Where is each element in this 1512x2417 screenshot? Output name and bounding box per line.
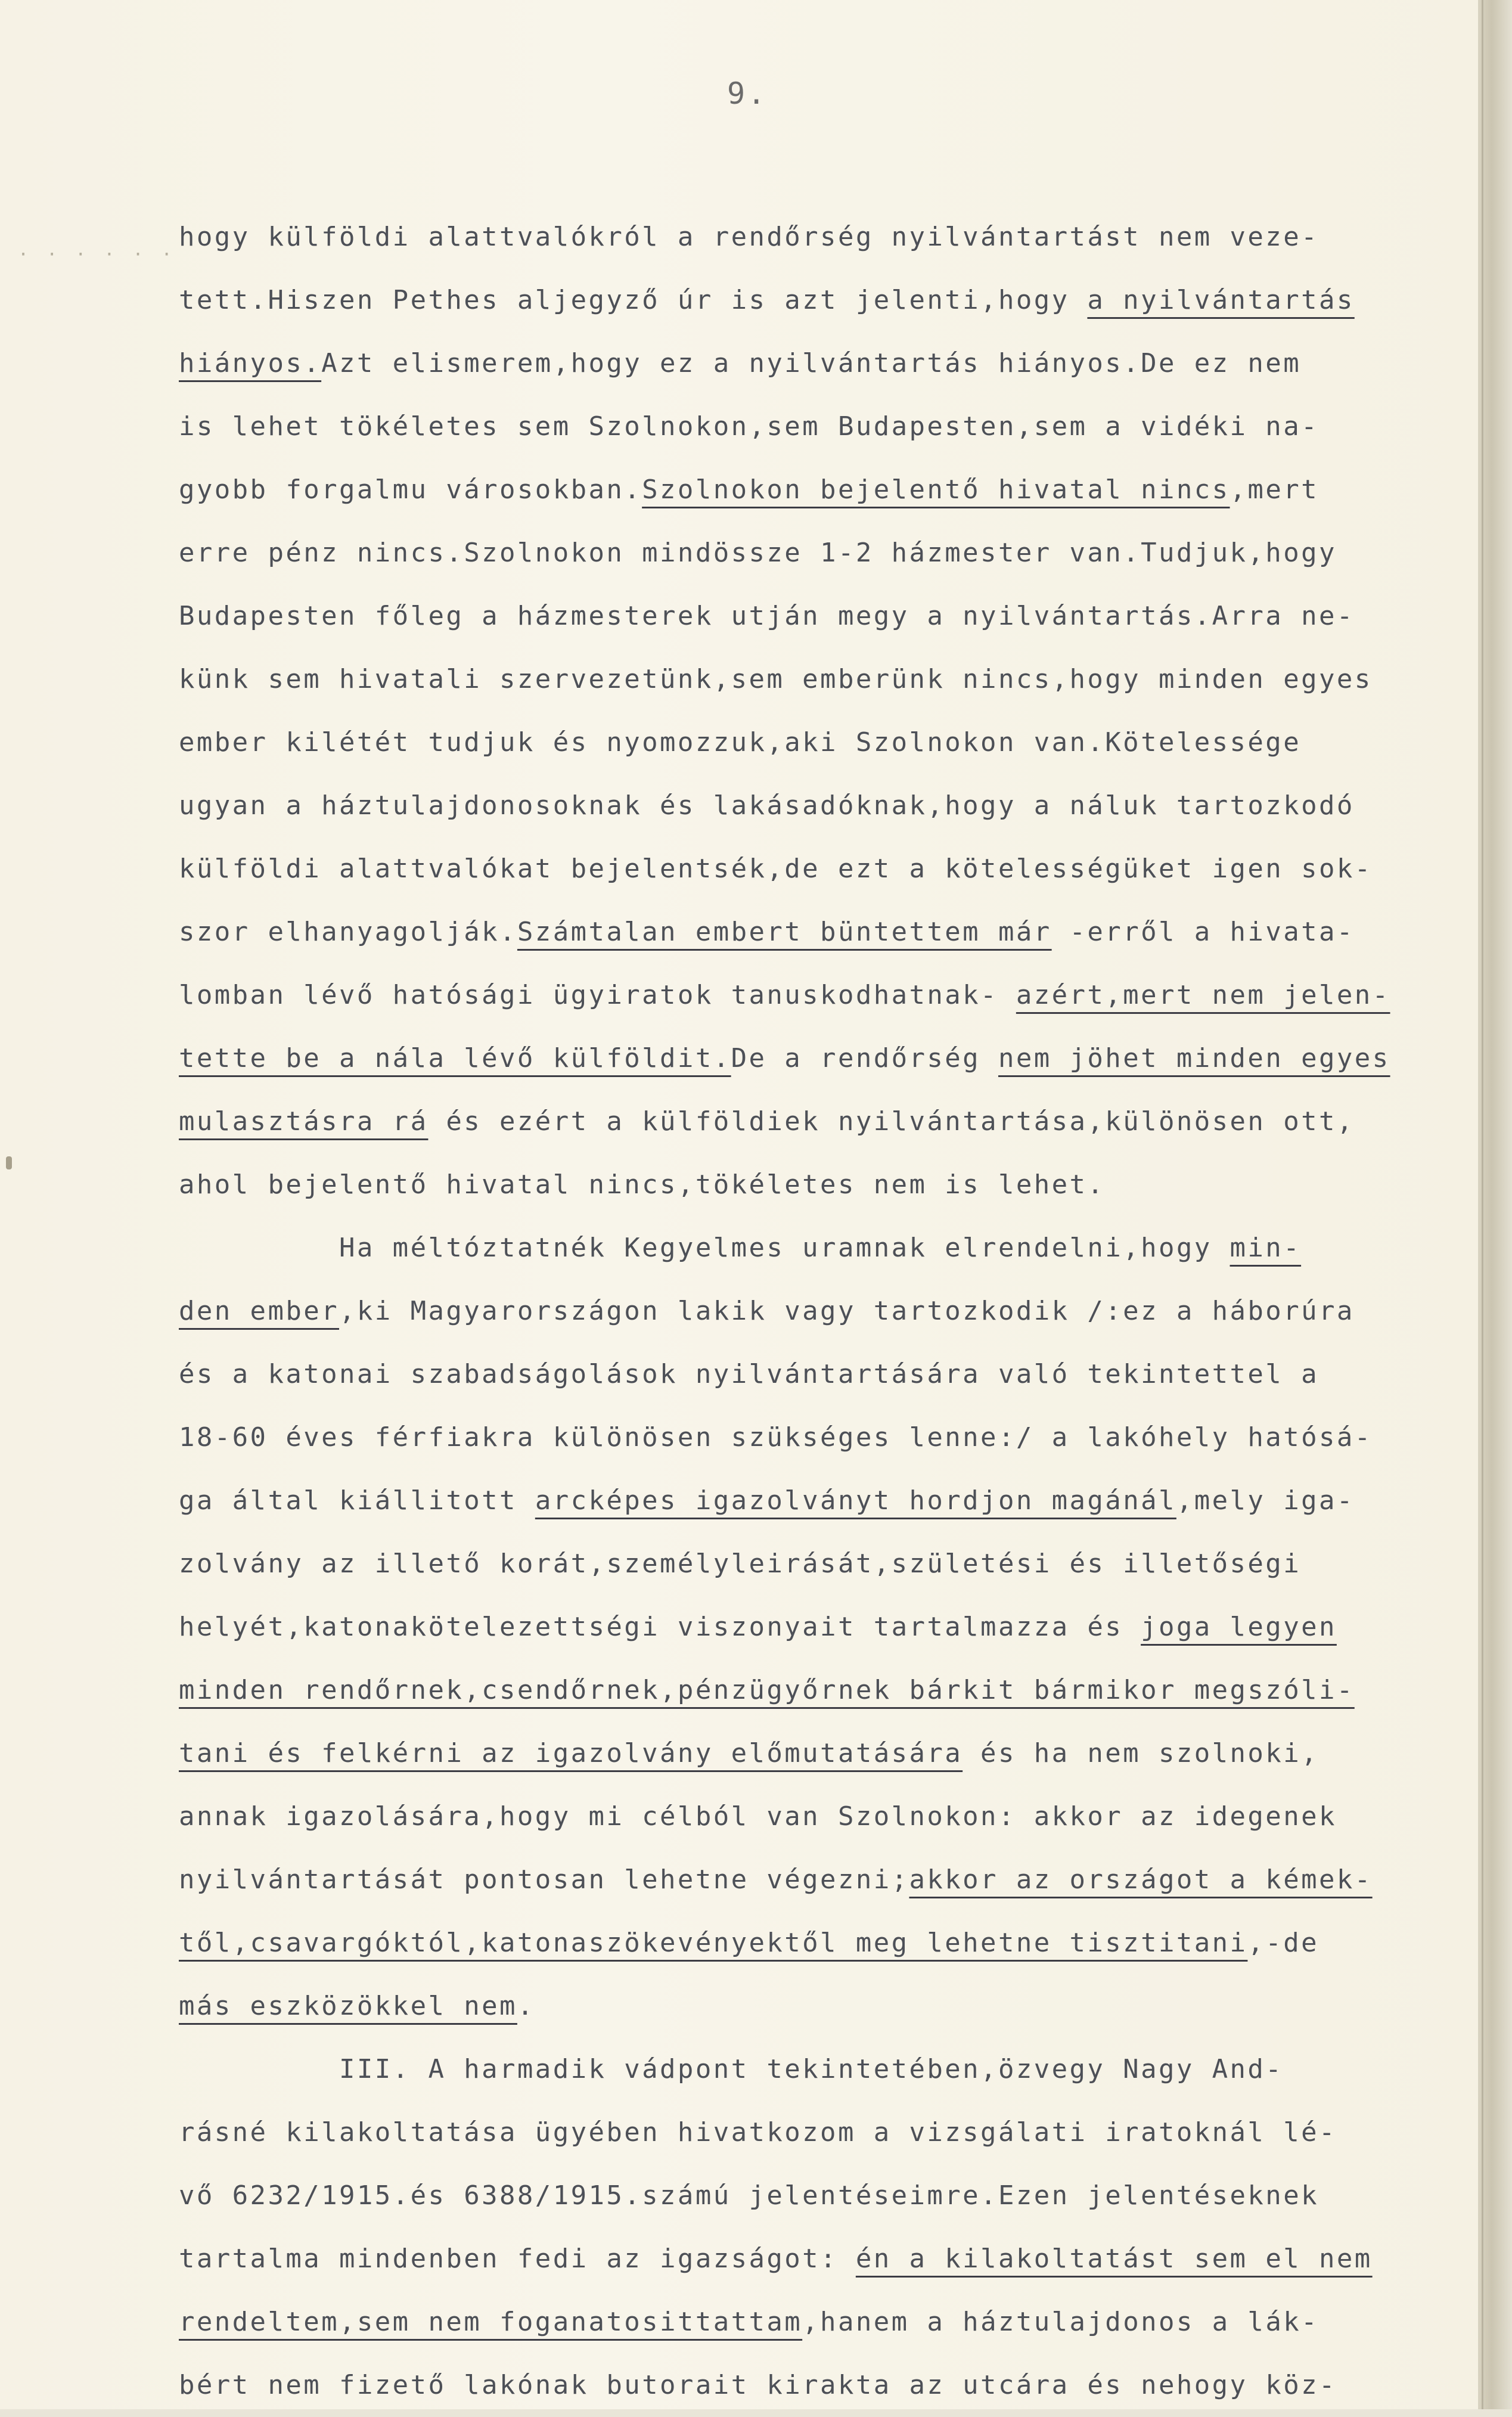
text-line bbox=[179, 1343, 1448, 1406]
underlined-text: hiányos. bbox=[179, 348, 322, 378]
text-line bbox=[179, 2101, 1448, 2164]
underlined-text: den ember bbox=[179, 1296, 340, 1326]
text-line bbox=[179, 1848, 1448, 1912]
underlined-text: tette be a nála lévő külföldit. bbox=[179, 1043, 731, 1073]
text-segment: rásné kilakoltatása ügyében hivatkozom a vizsgálati iratoknál lé- bbox=[179, 2117, 1337, 2148]
typewritten-text bbox=[179, 206, 1448, 2417]
text-line bbox=[179, 458, 1448, 522]
underlined-text: arcképes igazolványt hordjon magánál bbox=[535, 1485, 1176, 1516]
text-segment: nyilvántartását pontosan lehetne végezni; bbox=[179, 1864, 909, 1895]
text-segment: ahol bejelentő hivatal nincs,tökéletes nem is lehet. bbox=[179, 1169, 1106, 1200]
text-line bbox=[179, 2291, 1448, 2354]
text-line bbox=[179, 1596, 1448, 1659]
text-line bbox=[179, 711, 1448, 774]
text-line bbox=[179, 901, 1448, 964]
text-line bbox=[179, 2038, 1448, 2101]
underlined-text: más eszközökkel nem bbox=[179, 1991, 517, 2021]
underlined-text: től,csavargóktól,katonaszökevényektől meg lehetne tisztitani bbox=[179, 1928, 1248, 1958]
text-segment: ,ki Magyarországon lakik vagy tartozkodik /:ez a háborúra bbox=[339, 1296, 1355, 1326]
text-line bbox=[179, 1090, 1448, 1153]
text-segment: Ha méltóztatnék Kegyelmes uramnak elrendelni,hogy bbox=[179, 1233, 1230, 1263]
text-line bbox=[179, 395, 1448, 458]
text-line bbox=[179, 585, 1448, 648]
text-line bbox=[179, 964, 1448, 1027]
text-segment: ember kilétét tudjuk és nyomozzuk,aki Szolnokon van.Kötelessége bbox=[179, 727, 1302, 758]
text-line bbox=[179, 269, 1448, 332]
text-line bbox=[179, 206, 1448, 269]
underlined-text: mulasztásra rá bbox=[179, 1106, 429, 1137]
text-line bbox=[179, 1217, 1448, 1280]
text-line bbox=[179, 332, 1448, 395]
text-line bbox=[179, 1532, 1448, 1596]
underlined-text: akkor az országot a kémek- bbox=[909, 1864, 1373, 1895]
text-segment: III. A harmadik vádpont tekintetében,özvegy Nagy And- bbox=[179, 2054, 1284, 2084]
underlined-text: én a kilakoltatást sem el nem bbox=[855, 2244, 1373, 2274]
text-line bbox=[179, 1153, 1448, 1217]
underlined-text: tani és felkérni az igazolvány előmutatására bbox=[179, 1738, 963, 1768]
text-segment: ugyan a háztulajdonosoknak és lakásadóknak,hogy a náluk tartozkodó bbox=[179, 790, 1355, 821]
text-segment: és ha nem szolnoki, bbox=[963, 1738, 1319, 1768]
margin-dots: · · · · · · bbox=[18, 244, 176, 265]
text-segment: zolvány az illető korát,személyleirását,születési és illetőségi bbox=[179, 1549, 1302, 1579]
text-segment: 18-60 éves férfiakra különösen szükséges lenne:/ a lakóhely hatósá- bbox=[179, 1422, 1373, 1453]
text-segment: -erről a hivata- bbox=[1051, 917, 1355, 947]
text-segment: külföldi alattvalókat bejelentsék,de ezt a kötelességüket igen sok- bbox=[179, 854, 1373, 884]
text-line bbox=[179, 1912, 1448, 1975]
text-segment: künk sem hivatali szervezetünk,sem emberünk nincs,hogy minden egyes bbox=[179, 664, 1373, 694]
underlined-text: a nyilvántartás bbox=[1087, 285, 1355, 315]
text-line bbox=[179, 522, 1448, 585]
text-segment: tartalma mindenben fedi az igazságot: bbox=[179, 2244, 856, 2274]
underlined-text: Szolnokon bejelentő hivatal nincs bbox=[642, 474, 1230, 505]
text-line bbox=[179, 1785, 1448, 1848]
underlined-text: azért,mert nem jelen- bbox=[1016, 980, 1390, 1010]
text-segment: gyobb forgalmu városokban. bbox=[179, 474, 642, 505]
text-segment: Azt elismerem,hogy ez a nyilvántartás hiányos.De ez nem bbox=[321, 348, 1302, 378]
text-segment: hogy külföldi alattvalókról a rendőrség nyilvántartást nem veze- bbox=[179, 222, 1319, 252]
text-segment: ,mert bbox=[1230, 474, 1319, 505]
text-segment: Budapesten főleg a házmesterek utján megy a nyilvántartás.Arra ne- bbox=[179, 601, 1355, 631]
text-segment: ga által kiállitott bbox=[179, 1485, 535, 1516]
text-segment: lomban lévő hatósági ügyiratok tanuskodhatnak- bbox=[179, 980, 1016, 1010]
text-segment: . bbox=[517, 1991, 535, 2021]
text-line bbox=[179, 1469, 1448, 1532]
underlined-text: min- bbox=[1230, 1233, 1302, 1263]
text-segment: annak igazolására,hogy mi célból van Szolnokon: akkor az idegenek bbox=[179, 1801, 1337, 1832]
text-line bbox=[179, 837, 1448, 901]
text-segment: bért nem fizető lakónak butorait kirakta az utcára és nehogy köz- bbox=[179, 2370, 1337, 2400]
text-segment: tett.Hiszen Pethes aljegyző úr is azt jelenti,hogy bbox=[179, 285, 1088, 315]
underlined-text: rendeltem,sem nem foganatosittattam bbox=[179, 2307, 803, 2337]
text-segment: De a rendőrség bbox=[731, 1043, 998, 1073]
text-line bbox=[179, 2354, 1448, 2417]
text-line bbox=[179, 2227, 1448, 2291]
text-segment: ,hanem a háztulajdonos a lák- bbox=[802, 2307, 1319, 2337]
text-line bbox=[179, 1659, 1448, 1722]
text-segment: szor elhanyagolják. bbox=[179, 917, 517, 947]
binding-line bbox=[1482, 0, 1483, 2409]
text-segment: ,mely iga- bbox=[1176, 1485, 1355, 1516]
text-line bbox=[179, 774, 1448, 837]
text-line bbox=[179, 648, 1448, 711]
text-segment: helyét,katonakötelezettségi viszonyait tartalmazza és bbox=[179, 1612, 1141, 1642]
underlined-text: Számtalan embert büntettem már bbox=[517, 917, 1052, 947]
text-line bbox=[179, 1722, 1448, 1785]
text-line bbox=[179, 2164, 1448, 2227]
text-line bbox=[179, 1406, 1448, 1469]
margin-mark bbox=[6, 1156, 12, 1169]
text-segment: erre pénz nincs.Szolnokon mindössze 1-2 házmester van.Tudjuk,hogy bbox=[179, 538, 1337, 568]
underlined-text: minden rendőrnek,csendőrnek,pénzügyőrnek bárkit bármikor megszóli- bbox=[179, 1675, 1355, 1705]
page-number: 9. bbox=[727, 76, 768, 111]
underlined-text: joga legyen bbox=[1141, 1612, 1337, 1642]
text-line bbox=[179, 1280, 1448, 1343]
text-line bbox=[179, 1975, 1448, 2038]
text-segment: vő 6232/1915.és 6388/1915.számú jelentéseimre.Ezen jelentéseknek bbox=[179, 2180, 1319, 2211]
text-segment: és ezért a külföldiek nyilvántartása,különösen ott, bbox=[428, 1106, 1355, 1137]
text-segment: ,-de bbox=[1247, 1928, 1319, 1958]
text-segment: is lehet tökéletes sem Szolnokon,sem Budapesten,sem a vidéki na- bbox=[179, 411, 1319, 442]
text-line bbox=[179, 1027, 1448, 1090]
underlined-text: nem jöhet minden egyes bbox=[998, 1043, 1390, 1073]
text-segment: és a katonai szabadságolások nyilvántartására való tekintettel a bbox=[179, 1359, 1319, 1389]
